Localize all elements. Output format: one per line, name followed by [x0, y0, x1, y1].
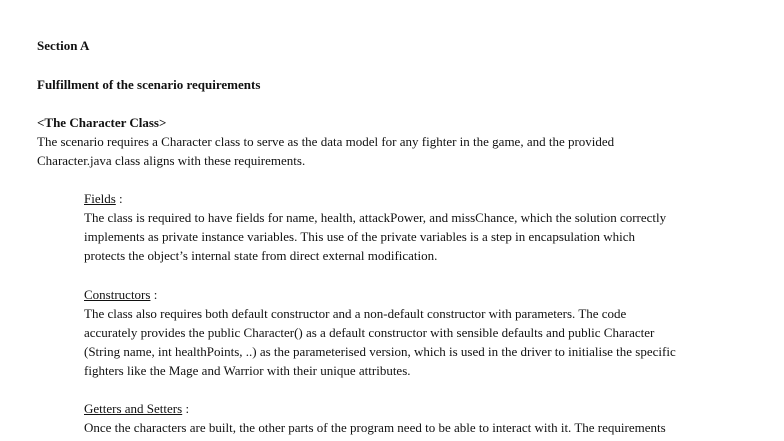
section-title: Section A: [37, 38, 90, 53]
subsection-title-constructors: [84, 285, 157, 304]
fields-line: protects the object’s internal state from direct external modification.: [84, 248, 438, 263]
subsection-title-text: Getters and Setters: [84, 401, 183, 416]
constructors-line: fighters like the Mage and Warrior with their unique attributes.: [84, 363, 411, 378]
constructors-line: (String name, int healthPoints, ..) as the parameterised version, which is used in the driver to initialise the specific: [84, 344, 676, 359]
fields-line: implements as private instance variables. This use of the private variables is a step in encapsulation which: [84, 229, 636, 244]
fields-line: The class is required to have fields for name, health, attackPower, and missChance, which the solution correctly: [84, 210, 667, 225]
subsection-colon: :: [182, 401, 190, 416]
subsection-colon: :: [150, 287, 158, 302]
constructors-line: accurately provides the public Character() as a default constructor with sensible defaults and public Character: [84, 325, 655, 340]
requirements-heading: Fulfillment of the scenario requirements: [37, 77, 261, 92]
subsection-title-fields: [84, 189, 123, 208]
character-class-heading: <The Character Class>: [37, 115, 167, 130]
subsection-colon: :: [115, 191, 123, 206]
intro-line: Character.java class aligns with these requirements.: [37, 153, 306, 168]
subsection-title-text: Fields: [84, 191, 116, 206]
getters-setters-line: Once the characters are built, the other parts of the program need to be able to interact with it. The requirements: [84, 420, 666, 435]
subsection-title-text: Constructors: [84, 287, 151, 302]
subsection-title-getters-setters: [84, 399, 189, 418]
constructors-line: The class also requires both default constructor and a non-default constructor with parameters. The code: [84, 306, 627, 321]
intro-line: The scenario requires a Character class to serve as the data model for any fighter in the game, and the provided: [37, 134, 615, 149]
